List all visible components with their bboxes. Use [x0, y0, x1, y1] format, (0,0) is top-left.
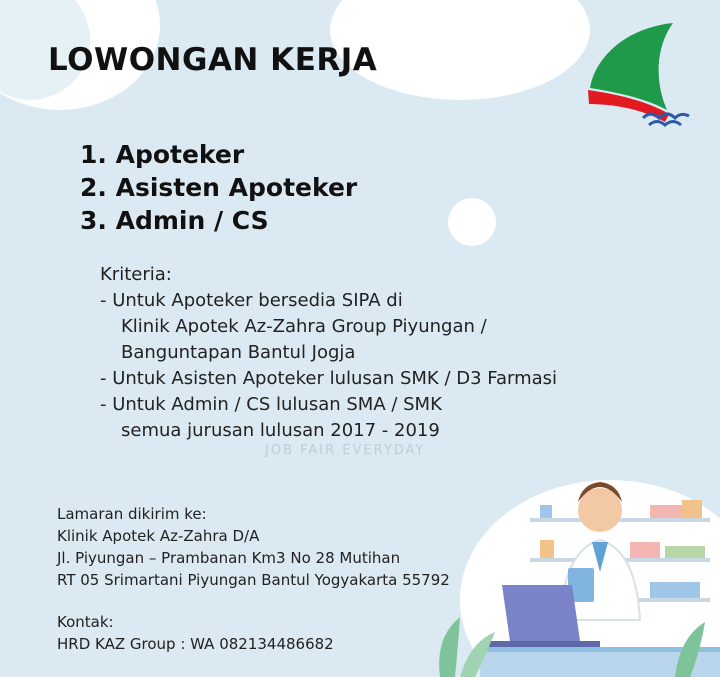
- job-item: 2. Asisten Apoteker: [80, 173, 358, 202]
- application-section: [57, 503, 450, 655]
- job-item: 1. Apoteker: [80, 140, 245, 169]
- application-city: RT 05 Srimartani Piyungan Bantul Yogyakarta 55792: [57, 571, 450, 589]
- spacer: [57, 591, 450, 611]
- criteria-line: - Untuk Admin / CS lulusan SMA / SMK: [100, 394, 442, 415]
- application-recipient: Klinik Apotek Az-Zahra D/A: [57, 527, 260, 545]
- watermark-subtitle: JOB FAIR EVERYDAY: [265, 443, 426, 458]
- criteria-heading: Kriteria:: [100, 264, 172, 285]
- bg-circle-right: [448, 198, 496, 246]
- application-heading: Lamaran dikirim ke:: [57, 505, 207, 523]
- contact-value: HRD KAZ Group : WA 082134486682: [57, 635, 334, 653]
- sail-logo-icon: [585, 18, 695, 130]
- job-item: 3. Admin / CS: [80, 206, 269, 235]
- criteria-line: - Untuk Asisten Apoteker lulusan SMK / D3 Farmasi: [100, 368, 558, 389]
- criteria-line: - Untuk Apoteker bersedia SIPA di: [100, 290, 403, 311]
- page-title: LOWONGAN KERJA: [48, 42, 378, 78]
- application-street: Jl. Piyungan – Prambanan Km3 No 28 Mutihan: [57, 549, 401, 567]
- job-list: [80, 138, 357, 237]
- criteria-line: Banguntapan Bantul Jogja: [121, 342, 356, 363]
- criteria-section: [100, 262, 557, 444]
- criteria-line: Klinik Apotek Az-Zahra Group Piyungan /: [121, 316, 487, 337]
- criteria-line: semua jurusan lulusan 2017 - 2019: [121, 420, 440, 441]
- contact-heading: Kontak:: [57, 613, 114, 631]
- pharmacist-illustration: [420, 450, 720, 677]
